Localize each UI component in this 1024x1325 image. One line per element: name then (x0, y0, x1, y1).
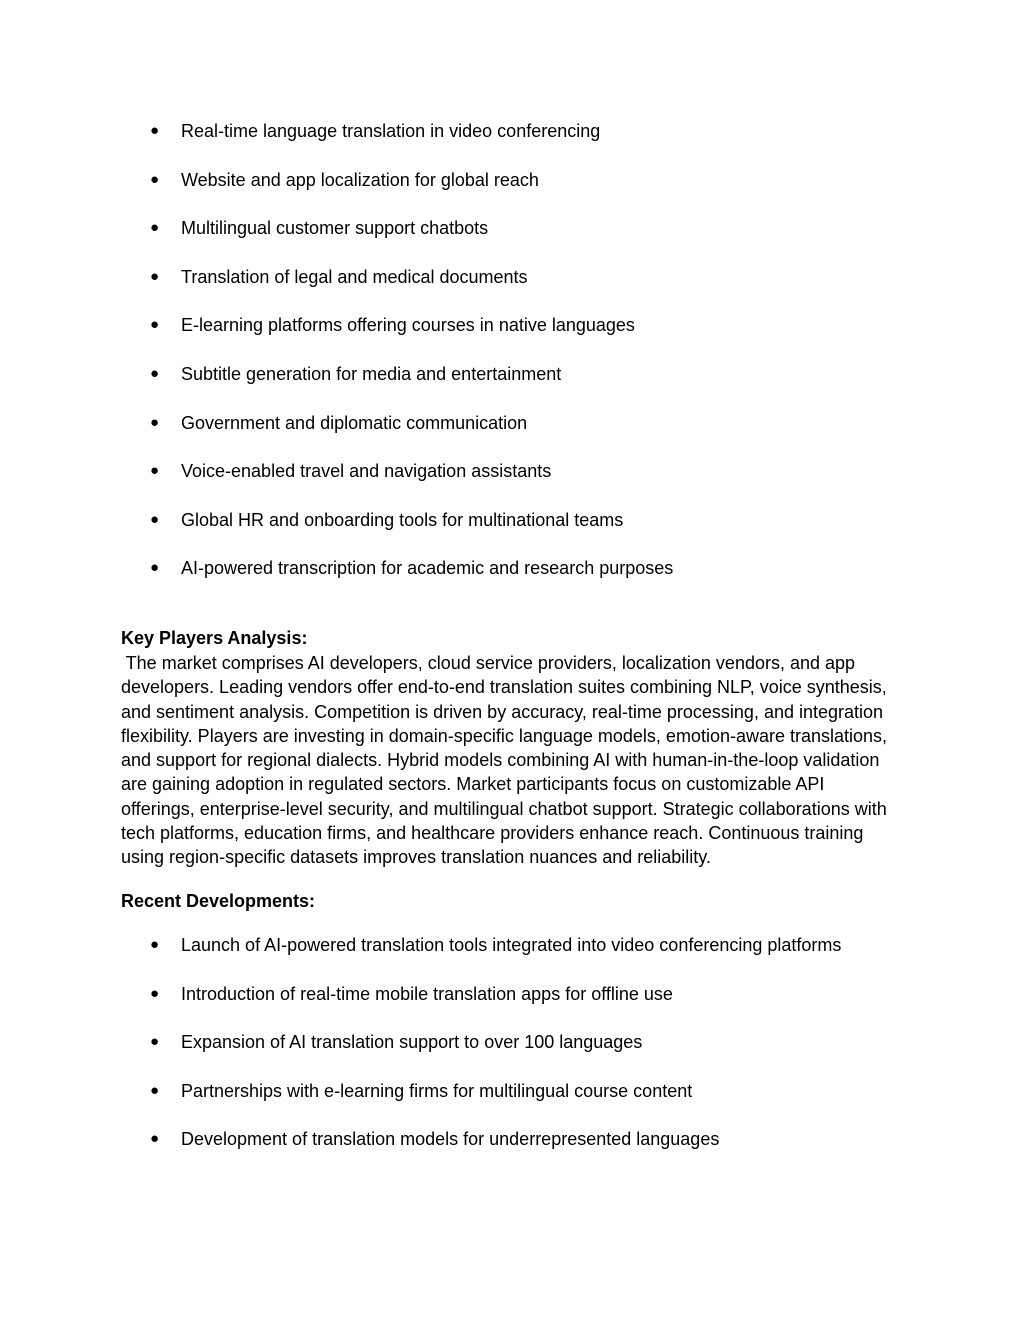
bullet-icon: ● (150, 267, 160, 285)
list-item (150, 362, 910, 411)
list-item-text: Real-time language translation in video conferencing (181, 121, 601, 141)
applications-list (150, 119, 910, 605)
bullet-icon: ● (150, 170, 160, 188)
bullet-icon: ● (150, 936, 160, 953)
list-item-text: AI-powered transcription for academic and research purposes (181, 558, 674, 579)
list-item-text: Launch of AI-powered translation tools integrated into video conferencing platforms (181, 935, 842, 955)
list-item-text: Website and app localization for global reach (181, 169, 539, 190)
list-item (150, 411, 910, 460)
key-players-heading: Key Players Analysis: (121, 628, 308, 648)
bullet-icon: ● (150, 1081, 160, 1099)
paragraph-line: offerings, enterprise-level security, and multilingual chatbot support. Strategic collaborations with (121, 798, 887, 819)
bullet-icon: ● (150, 122, 160, 139)
bullet-icon: ● (150, 1033, 160, 1051)
list-item-text: Subtitle generation for media and entertainment (181, 363, 562, 384)
recent-developments-heading: Recent Developments: (121, 891, 316, 911)
bullet-icon: ● (150, 984, 160, 1002)
list-item-text: Global HR and onboarding tools for multinational teams (181, 509, 624, 530)
list-item (150, 459, 910, 508)
paragraph-line: tech platforms, education firms, and healthcare providers enhance reach. Continuous training (121, 823, 864, 844)
list-item (150, 1127, 910, 1176)
bullet-icon: ● (150, 462, 160, 480)
paragraph-line: The market comprises AI developers, cloud service providers, localization vendors, and app (121, 653, 856, 673)
list-item-text: Introduction of real-time mobile translation apps for offline use (181, 983, 673, 1004)
list-item-text: Translation of legal and medical documents (181, 266, 528, 287)
list-item-text: Development of translation models for underrepresented languages (181, 1129, 720, 1150)
list-item (150, 313, 910, 362)
list-item-text: Partnerships with e-learning firms for multilingual course content (181, 1080, 693, 1101)
list-item (150, 508, 910, 557)
bullet-icon: ● (150, 510, 160, 528)
key-players-paragraph (121, 651, 921, 870)
bullet-icon: ● (150, 413, 160, 431)
list-item (150, 933, 910, 982)
list-item (150, 982, 910, 1031)
list-item (150, 119, 910, 168)
bullet-icon: ● (150, 219, 160, 237)
paragraph-line: using region-specific datasets improves translation nuances and reliability. (121, 847, 711, 868)
list-item-text: Government and diplomatic communication (181, 412, 528, 433)
list-item-text: Voice-enabled travel and navigation assistants (181, 461, 552, 482)
list-item-text: Multilingual customer support chatbots (181, 218, 489, 239)
list-item-text: E-learning platforms offering courses in native languages (181, 315, 635, 336)
recent-developments-list (150, 933, 910, 1176)
paragraph-line: and support for regional dialects. Hybrid models combining AI with human-in-the-loop validation (121, 750, 880, 771)
list-item (150, 265, 910, 314)
list-item (150, 556, 910, 605)
list-item (150, 216, 910, 265)
list-item-text: Expansion of AI translation support to over 100 languages (181, 1032, 643, 1053)
bullet-icon: ● (150, 316, 160, 334)
bullet-icon: ● (150, 364, 160, 382)
list-item (150, 1079, 910, 1128)
list-item (150, 168, 910, 217)
bullet-icon: ● (150, 559, 160, 577)
paragraph-line: flexibility. Players are investing in domain-specific language models, emotion-aware translations, (121, 725, 888, 746)
paragraph-line: developers. Leading vendors offer end-to-end translation suites combining NLP, voice synthesis, (121, 677, 887, 698)
bullet-icon: ● (150, 1130, 160, 1148)
paragraph-line: are gaining adoption in regulated sectors. Market participants focus on customizable API (121, 774, 825, 795)
list-item (150, 1030, 910, 1079)
paragraph-line: and sentiment analysis. Competition is driven by accuracy, real-time processing, and integration (121, 701, 884, 722)
